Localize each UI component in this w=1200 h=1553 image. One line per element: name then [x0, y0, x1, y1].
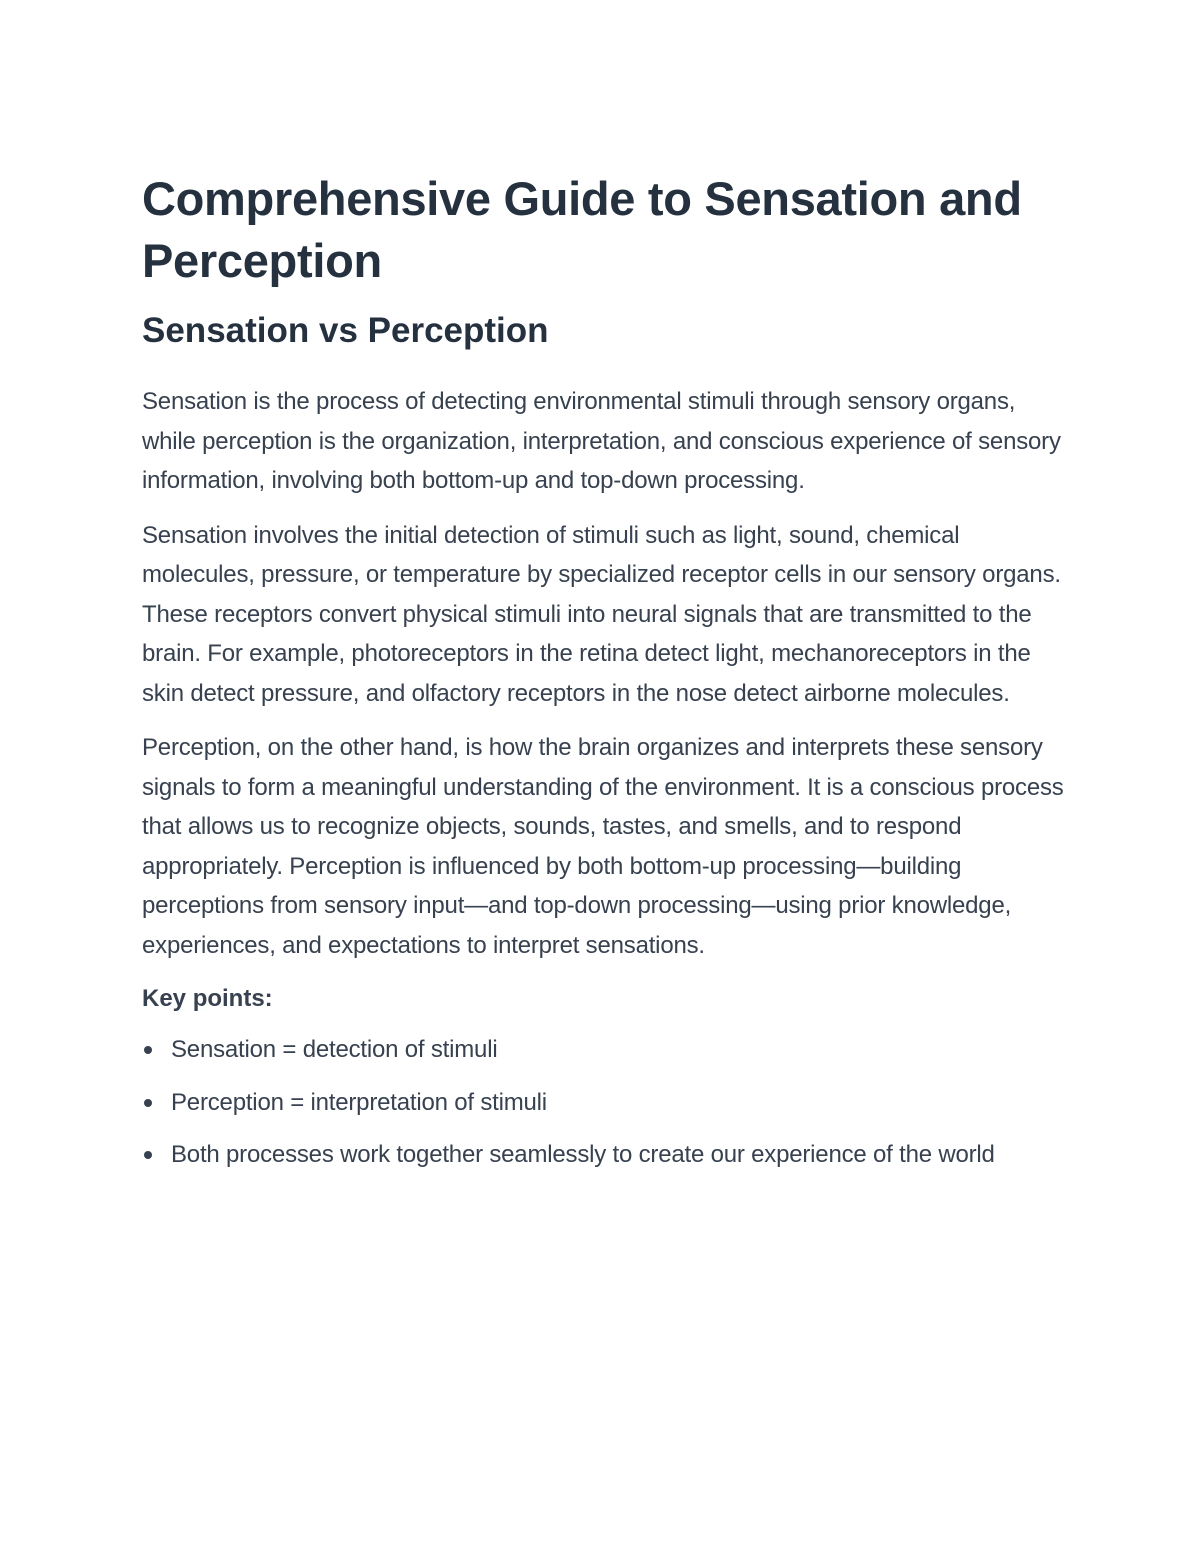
paragraph-perception: Perception, on the other hand, is how the brain organizes and interprets these sensory signals to form a meaningful understanding of the environment. It is a conscious process that allows us to recognize objects, sounds, tastes, and smells, and to respond appropriately. Perception is influenced by both bottom-up processing—building perceptions from sensory input—and top-down processing—using prior knowledge, experiences, and expectations to interpret sensations.: [142, 734, 1064, 959]
bullet-icon: [144, 1046, 152, 1054]
list-item: [142, 1083, 1067, 1123]
page-title: Comprehensive Guide to Sensation and Perception: [142, 172, 1022, 287]
list-item: [142, 1135, 1067, 1175]
key-points-label: Key points:: [142, 985, 273, 1012]
bullet-icon: [144, 1151, 152, 1159]
paragraph-definition: Sensation is the process of detecting environmental stimuli through sensory organs, while perception is the organization, interpretation, and conscious experience of sensory information, involving both bottom-up and top-down processing.: [142, 388, 1061, 494]
paragraph-sensation: Sensation involves the initial detection of stimuli such as light, sound, chemical molecules, pressure, or temperature by specialized receptor cells in our sensory organs. These receptors convert physical stimuli into neural signals that are transmitted to the brain. For example, photoreceptors in the retina detect light, mechanoreceptors in the skin detect pressure, and olfactory receptors in the nose detect airborne molecules.: [142, 521, 1061, 707]
section-heading: Sensation vs Perception: [142, 311, 549, 350]
list-item: [142, 1030, 1067, 1070]
list-item-text: Both processes work together seamlessly to create our experience of the world: [171, 1141, 995, 1168]
list-item-text: Perception = interpretation of stimuli: [171, 1088, 547, 1116]
bullet-icon: [144, 1099, 152, 1107]
document-page: [142, 168, 1067, 1188]
list-item-text: Sensation = detection of stimuli: [171, 1036, 498, 1063]
key-points-list: [142, 1030, 1067, 1175]
